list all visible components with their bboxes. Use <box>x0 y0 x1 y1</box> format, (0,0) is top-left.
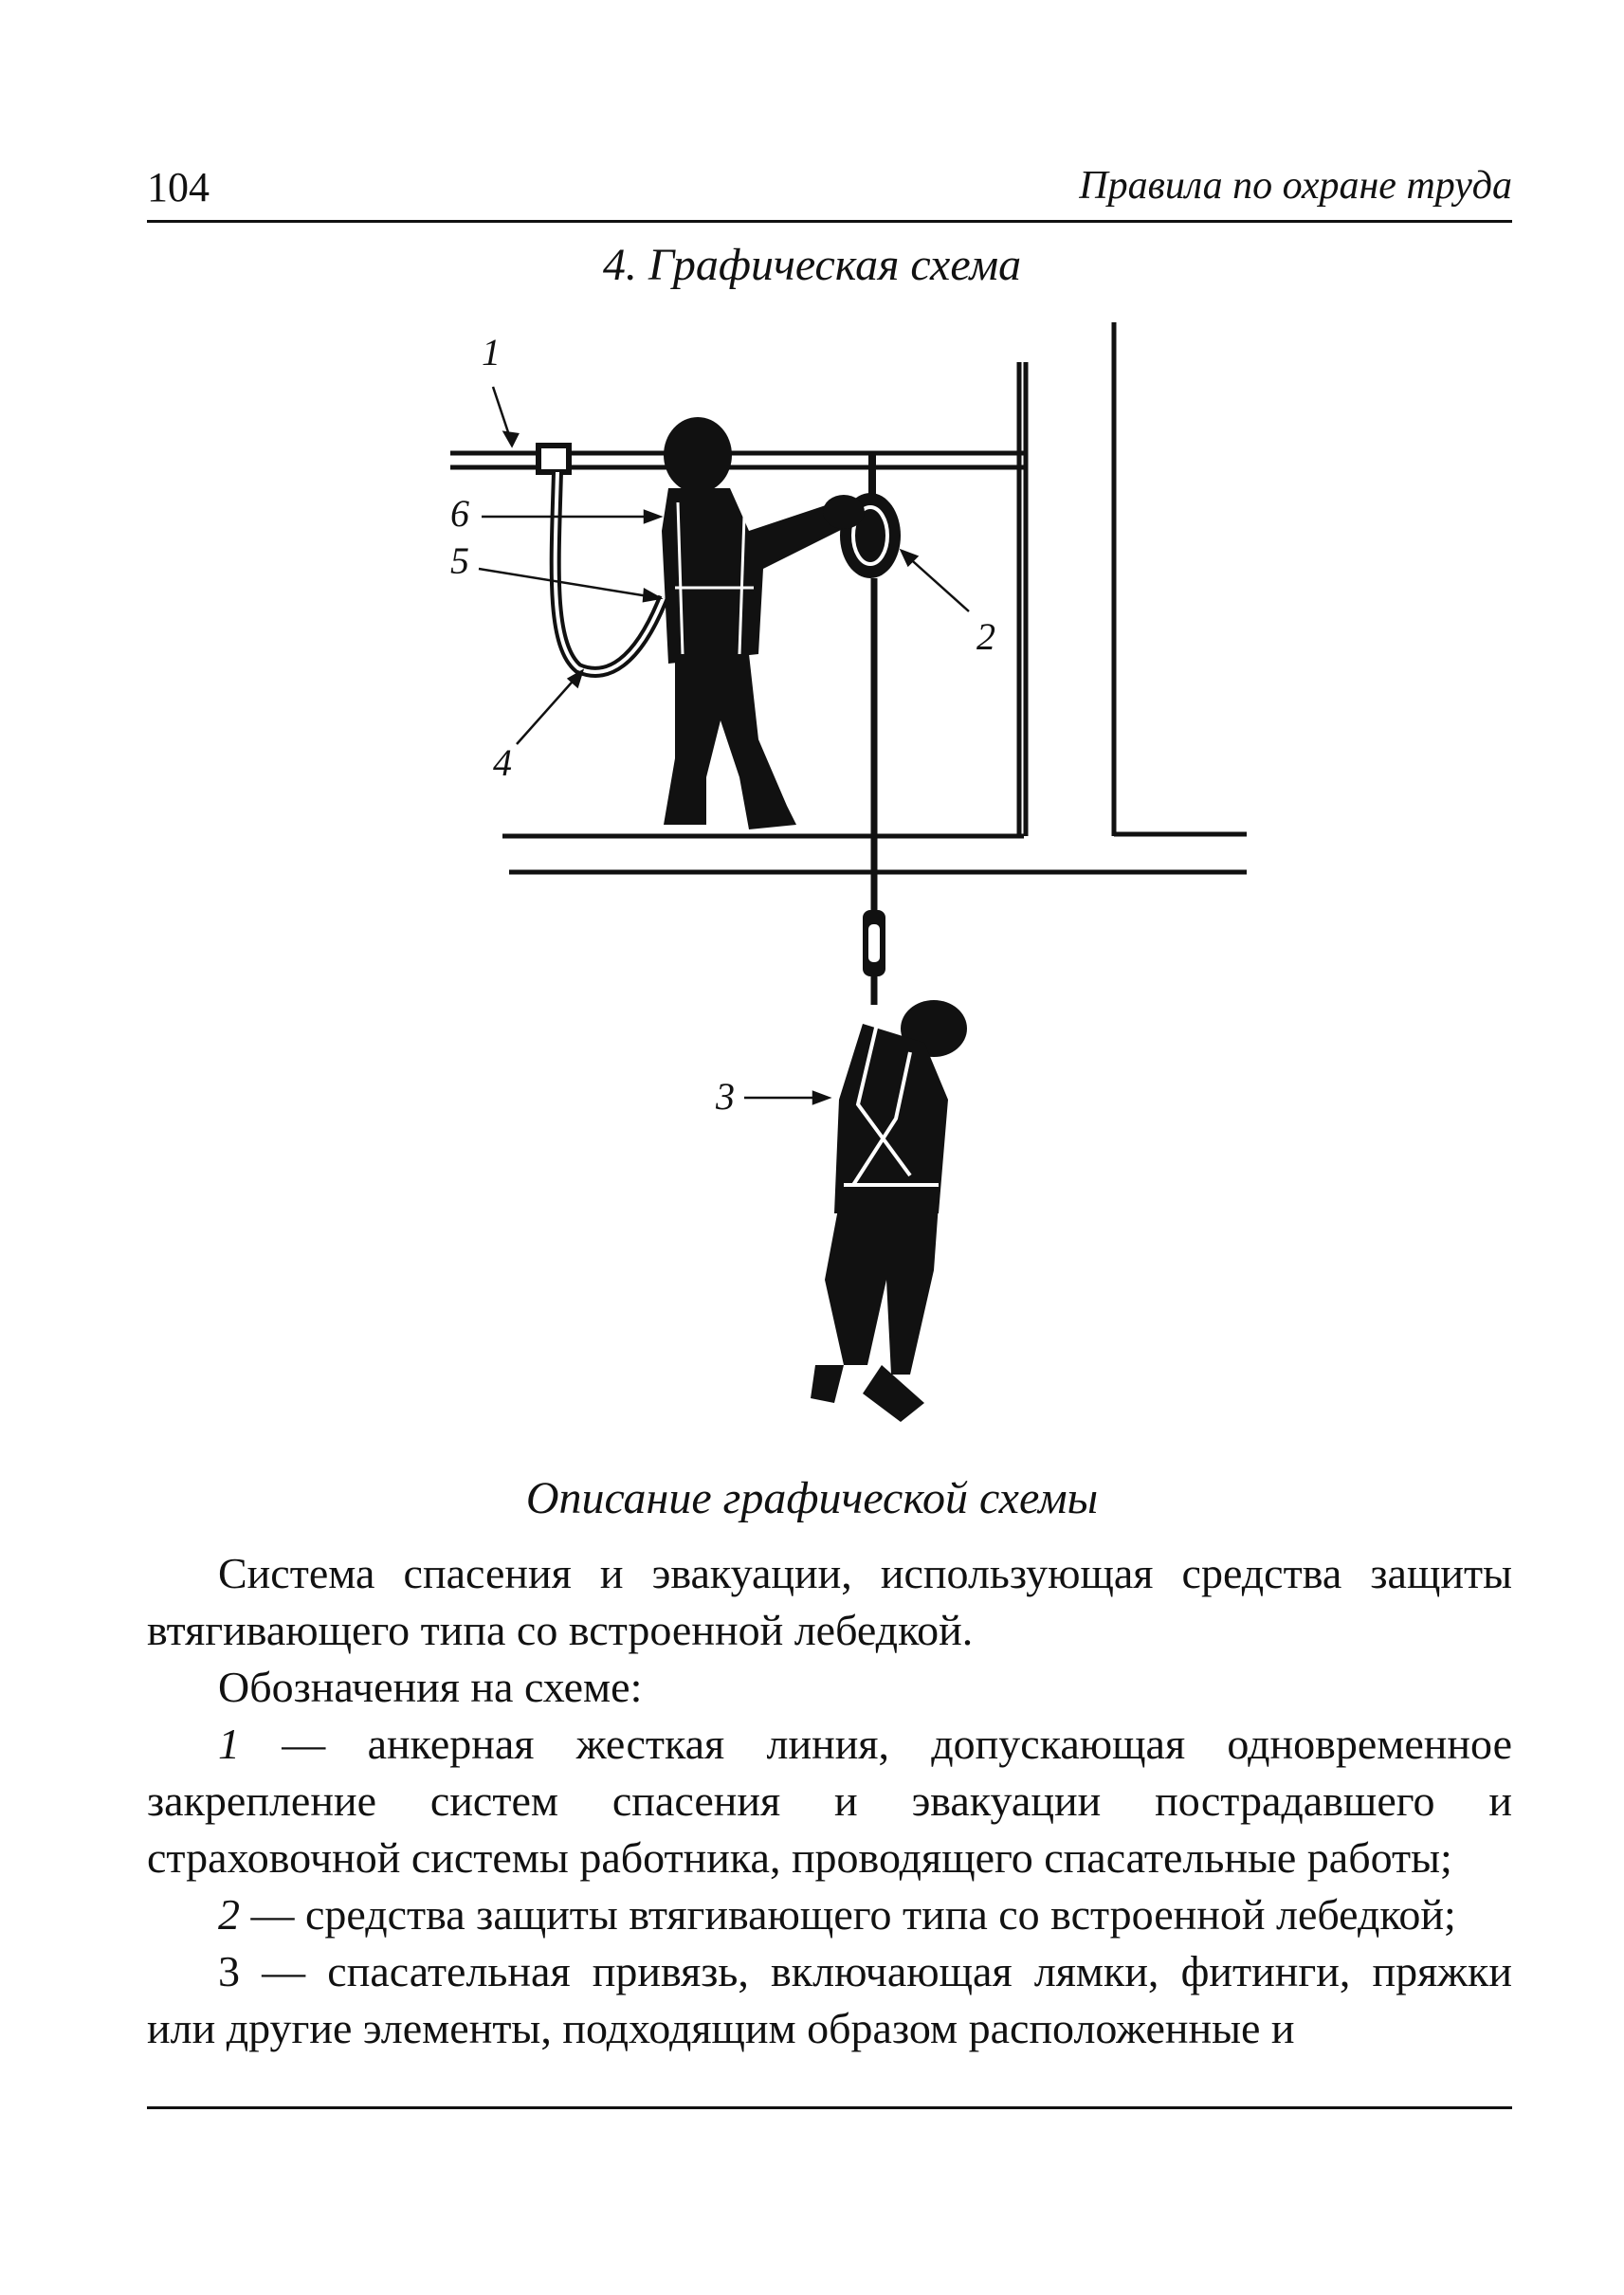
callout-4: 4 <box>493 741 512 784</box>
callout-5: 5 <box>450 539 469 582</box>
winch-device <box>840 455 901 1005</box>
paragraph: Обозначения на схеме: <box>218 1663 643 1711</box>
callout-2: 2 <box>976 615 995 658</box>
callout-1: 1 <box>482 331 501 373</box>
description-title: Описание графической схемы <box>525 1473 1099 1523</box>
description-body <box>147 1545 1512 2057</box>
callout-6: 6 <box>450 492 469 535</box>
rescuer-silhouette <box>662 417 865 829</box>
paragraph: 2 — средства защиты втягивающего типа со встроенной лебедкой; <box>218 1890 1456 1939</box>
paragraph: 3 — спасательная привязь, включающая лямки, фитинги, пряжки или другие элементы, подходящим образом расположенные и <box>147 1947 1512 2052</box>
anchor-connector <box>538 446 569 472</box>
suspended-worker-silhouette <box>811 1000 967 1422</box>
page-number: 104 <box>147 164 210 210</box>
callout-3: 3 <box>716 1075 735 1118</box>
paragraph: Система спасения и эвакуации, использующая средства защиты втягивающего типа со встроенной лебедкой. <box>147 1549 1512 1654</box>
lanyard <box>556 472 664 672</box>
structure-frame <box>450 322 1247 872</box>
paragraph: 1 — анкерная жесткая линия, допускающая одновременное закрепление систем спасения и эвакуации пострадавшего и страховочной системы работника, проводящего спасательные работы; <box>147 1720 1512 1882</box>
footer-rule <box>147 2106 1512 2109</box>
running-title: Правила по охране труда <box>1079 164 1512 208</box>
section-title: 4. Графическая схема <box>602 240 1022 290</box>
